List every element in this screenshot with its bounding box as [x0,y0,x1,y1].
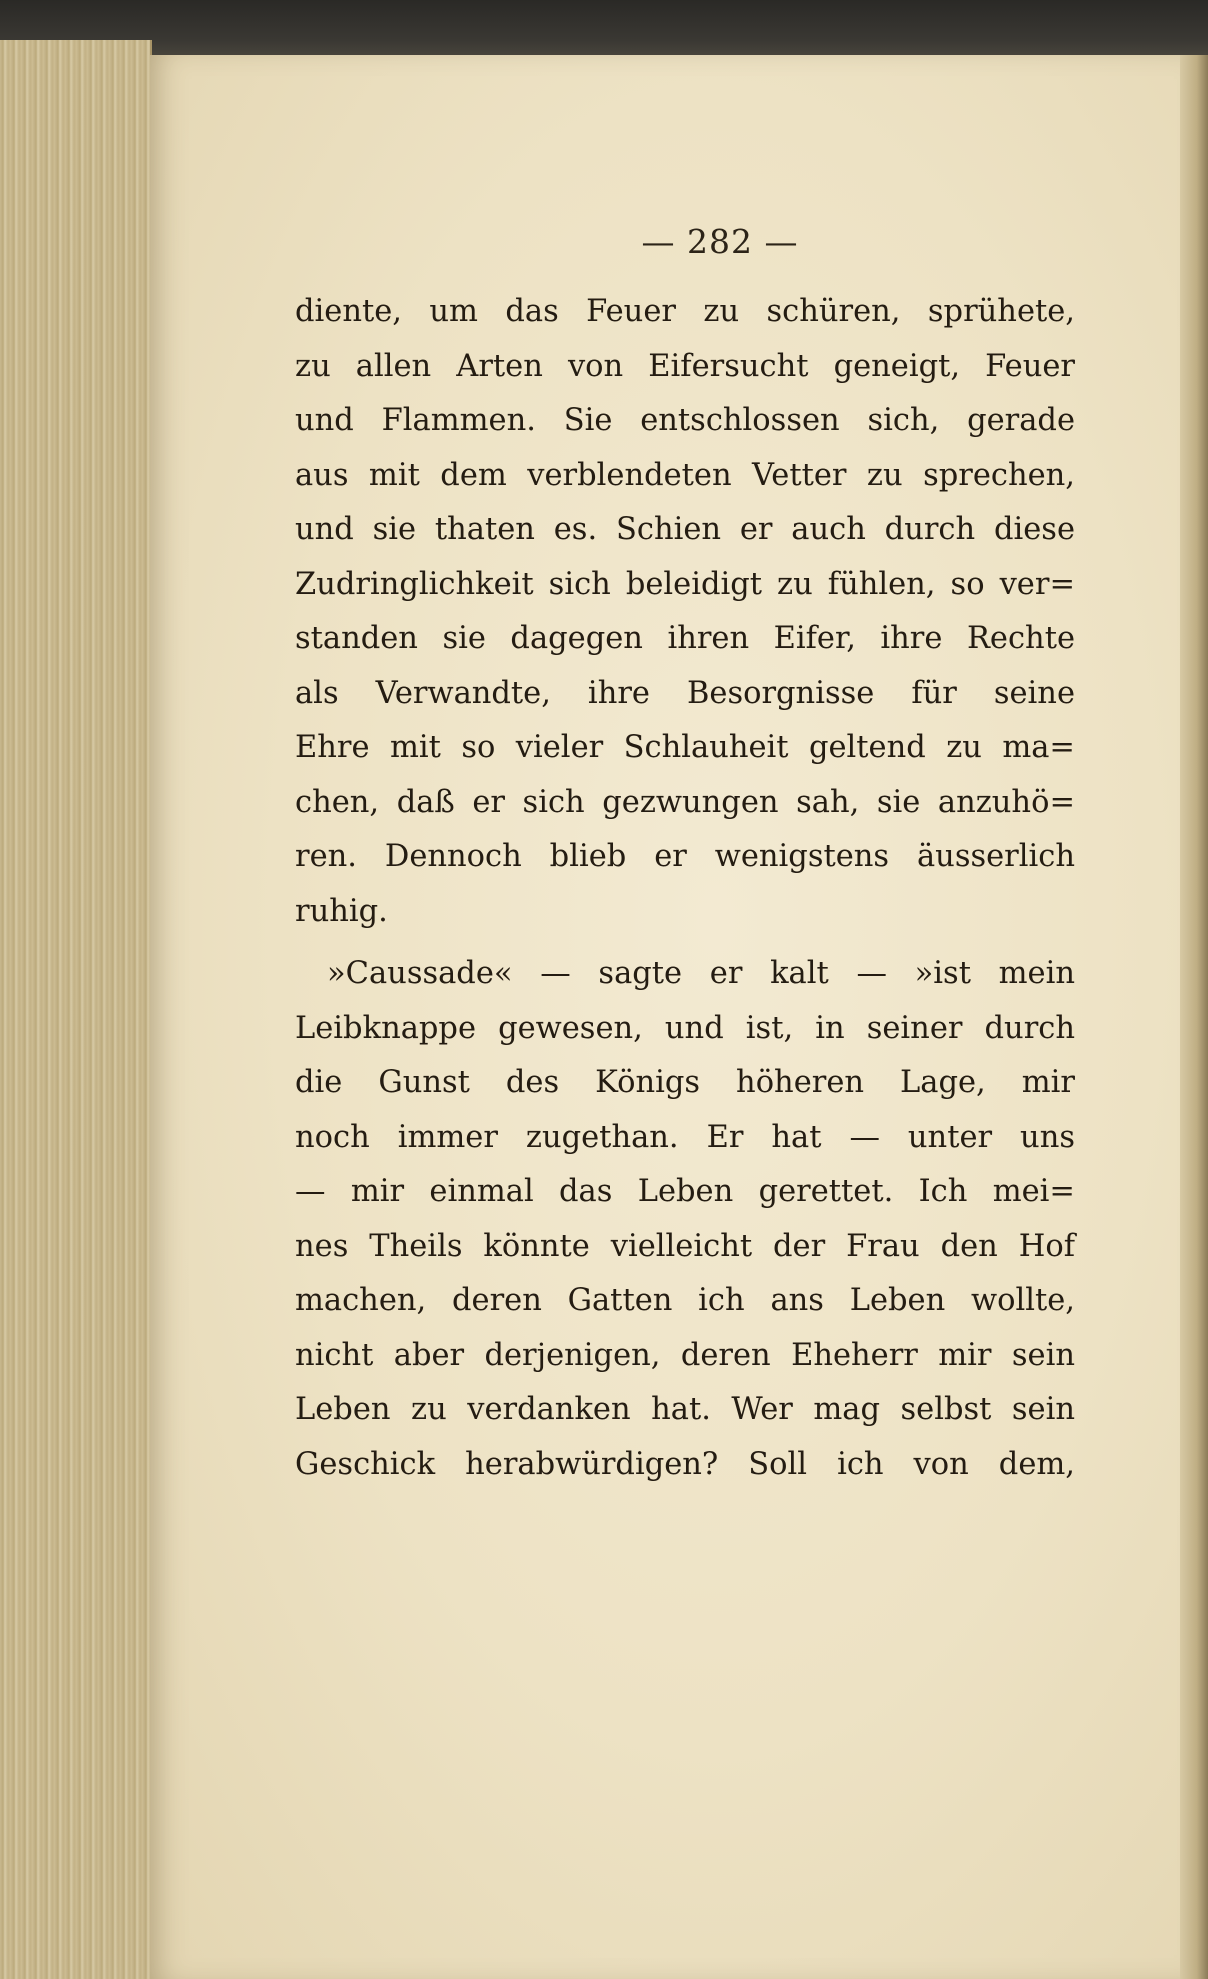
page-number: — 282 — [641,222,799,261]
text-line: machen, deren Gatten ich ans Leben wollte, [295,1283,1075,1318]
text-line: nicht aber derjenigen, deren Eheherr mir sein [295,1337,1075,1373]
text-line: diente, um das Feuer zu schüren, sprühete, [295,294,1075,329]
text-line: und sie thaten es. Schien er auch durch diese [295,512,1075,547]
text-line: »Caussade« — sagte er kalt — »ist mein [327,956,1075,991]
paragraph-1 [295,285,1075,939]
text-line: Zudringlichkeit sich beleidigt zu fühlen, so ver= [295,566,1075,602]
text-line: Leibknappe gewesen, und ist, in seiner durch [295,1010,1075,1046]
text-line: Ehre mit so vieler Schlauheit geltend zu ma= [295,730,1075,765]
text-line: und Flammen. Sie entschlossen sich, gerade [295,403,1075,438]
text-line: standen sie dagegen ihren Eifer, ihre Rechte [295,621,1075,656]
text-line: — mir einmal das Leben gerettet. Ich mei= [295,1174,1075,1209]
text-line: die Gunst des Königs höheren Lage, mir [295,1065,1075,1100]
text-line: chen, daß er sich gezwungen sah, sie anzuhö= [295,784,1075,820]
text-line: Geschick herabwürdigen? Soll ich von dem, [295,1446,1075,1482]
text-line: zu allen Arten von Eifersucht geneigt, Feuer [295,348,1075,384]
dark-background [0,0,1208,58]
text-line: als Verwandte, ihre Besorgnisse für seine [295,675,1075,711]
text-line: aus mit dem verblendeten Vetter zu sprechen, [295,457,1075,493]
text-line: nes Theils könnte vielleicht der Frau den Hof [295,1228,1075,1264]
page-edges-left [0,40,152,1979]
text-line: ren. Dennoch blieb er wenigstens äusserlich [295,839,1075,874]
text-line: noch immer zugethan. Er hat — unter uns [295,1119,1075,1155]
page-edge-right [1180,55,1208,1979]
paragraph-2 [295,947,1075,1492]
text-line: ruhig. [295,893,388,929]
body-text [295,285,1075,1492]
text-line: Leben zu verdanken hat. Wer mag selbst sein [295,1392,1075,1427]
